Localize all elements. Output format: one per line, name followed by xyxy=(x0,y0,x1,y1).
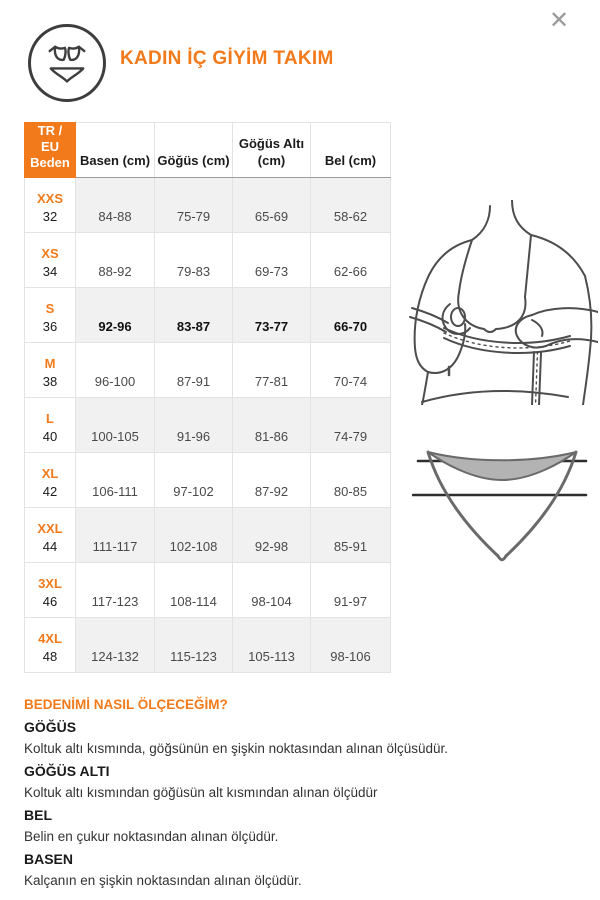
corner-line1: TR / xyxy=(37,123,63,138)
size-code: XXL xyxy=(37,521,63,536)
basen-value: 84-88 xyxy=(76,178,155,233)
lingerie-set-icon xyxy=(28,24,106,102)
gogus-value: 83-87 xyxy=(155,288,233,343)
size-eu: 32 xyxy=(42,209,58,224)
basen-value: 96-100 xyxy=(76,343,155,398)
size-cell xyxy=(25,563,76,618)
bel-value: 85-91 xyxy=(311,508,391,563)
bust-measurement-illustration xyxy=(398,200,598,405)
guide-label-basen: BASEN xyxy=(24,851,74,867)
gogus-alti-value: 73-77 xyxy=(233,288,311,343)
size-eu: 38 xyxy=(42,374,58,389)
col-header-basen: Basen (cm) xyxy=(76,123,155,178)
size-code: XXS xyxy=(36,191,63,206)
basen-value: 111-117 xyxy=(76,508,155,563)
bel-value: 91-97 xyxy=(311,563,391,618)
table-row xyxy=(25,618,391,673)
guide-desc-basen: Kalçanın en şişkin noktasından alınan ölçüdür. xyxy=(24,873,302,888)
size-cell xyxy=(25,343,76,398)
table-row xyxy=(25,398,391,453)
table-row xyxy=(25,343,391,398)
gogus-alti-value: 98-104 xyxy=(233,563,311,618)
table-row xyxy=(25,563,391,618)
gogus-value: 108-114 xyxy=(155,563,233,618)
size-cell xyxy=(25,233,76,288)
basen-value: 124-132 xyxy=(76,618,155,673)
basen-value: 100-105 xyxy=(76,398,155,453)
table-row-highlighted xyxy=(25,288,391,343)
size-cell xyxy=(25,398,76,453)
table-row xyxy=(25,233,391,288)
gogus-alti-value: 77-81 xyxy=(233,343,311,398)
size-eu: 46 xyxy=(42,594,58,609)
gogus-alti-value: 92-98 xyxy=(233,508,311,563)
guide-desc-gogus: Koltuk altı kısmında, göğsünün en şişkin noktasından alınan ölçüsüdür. xyxy=(24,741,449,756)
size-cell xyxy=(25,453,76,508)
bel-value: 74-79 xyxy=(311,398,391,453)
size-cell xyxy=(25,618,76,673)
panty-measurement-illustration xyxy=(412,432,592,567)
guide-desc-bel: Belin en çukur noktasından alınan ölçüdür. xyxy=(24,829,279,844)
gogus-alti-value: 65-69 xyxy=(233,178,311,233)
gogus-value: 97-102 xyxy=(155,453,233,508)
guide-desc-gogus-alti: Koltuk altı kısmından göğüsün alt kısmından alınan ölçüdür xyxy=(24,785,378,800)
size-code: XL xyxy=(41,466,59,481)
corner-line3: Beden xyxy=(30,155,70,170)
bel-value: 80-85 xyxy=(311,453,391,508)
table-row xyxy=(25,508,391,563)
corner-line2: EU xyxy=(40,139,60,154)
size-eu: 44 xyxy=(42,539,58,554)
close-icon[interactable]: ✕ xyxy=(548,7,570,34)
size-cell xyxy=(25,508,76,563)
basen-value: 88-92 xyxy=(76,233,155,288)
size-code: XS xyxy=(41,246,59,261)
bel-value: 70-74 xyxy=(311,343,391,398)
size-eu: 36 xyxy=(42,319,58,334)
gogus-value: 91-96 xyxy=(155,398,233,453)
col-header-gogus-alti: Göğüs Altı (cm) xyxy=(233,123,311,178)
gogus-value: 102-108 xyxy=(155,508,233,563)
corner-header-cell xyxy=(25,123,76,178)
bel-value: 98-106 xyxy=(311,618,391,673)
basen-value: 106-111 xyxy=(76,453,155,508)
col-header-gogus: Göğüs (cm) xyxy=(155,123,233,178)
table-header-row xyxy=(25,123,391,178)
size-table xyxy=(24,122,391,673)
basen-value: 92-96 xyxy=(76,288,155,343)
size-eu: 48 xyxy=(42,649,58,664)
gogus-value: 79-83 xyxy=(155,233,233,288)
table-row xyxy=(25,178,391,233)
bel-value: 62-66 xyxy=(311,233,391,288)
size-code: L xyxy=(46,411,54,426)
gogus-value: 87-91 xyxy=(155,343,233,398)
basen-value: 117-123 xyxy=(76,563,155,618)
size-code: 4XL xyxy=(38,631,62,646)
size-cell xyxy=(25,288,76,343)
guide-title: BEDENİMİ NASIL ÖLÇECEĞİM? xyxy=(24,697,228,712)
gogus-value: 115-123 xyxy=(155,618,233,673)
size-eu: 34 xyxy=(42,264,58,279)
gogus-alti-value: 81-86 xyxy=(233,398,311,453)
size-code: 3XL xyxy=(38,576,62,591)
measurement-guide xyxy=(24,694,580,892)
bel-value: 58-62 xyxy=(311,178,391,233)
gogus-value: 75-79 xyxy=(155,178,233,233)
gogus-alti-value: 69-73 xyxy=(233,233,311,288)
size-code: S xyxy=(45,301,55,316)
size-eu: 40 xyxy=(42,429,58,444)
col-header-bel: Bel (cm) xyxy=(311,123,391,178)
gogus-alti-value: 105-113 xyxy=(233,618,311,673)
guide-label-gogus-alti: GÖĞÜS ALTI xyxy=(24,763,110,779)
size-eu: 42 xyxy=(42,484,58,499)
table-row xyxy=(25,453,391,508)
bel-value: 66-70 xyxy=(311,288,391,343)
gogus-alti-value: 87-92 xyxy=(233,453,311,508)
page-title: KADIN İÇ GİYİM TAKIM xyxy=(120,48,334,69)
guide-label-bel: BEL xyxy=(24,807,52,823)
guide-label-gogus: GÖĞÜS xyxy=(24,719,77,735)
size-cell xyxy=(25,178,76,233)
size-code: M xyxy=(44,356,56,371)
